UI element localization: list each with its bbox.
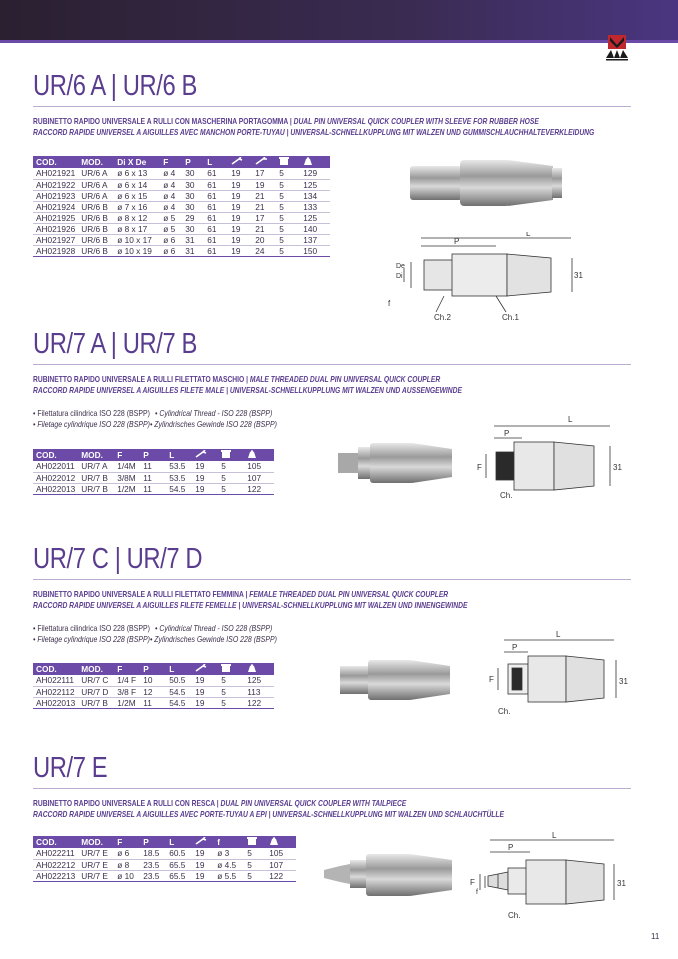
table-cell: UR/7 B: [78, 697, 114, 708]
table-cell: 12: [140, 686, 166, 697]
col-l: L: [166, 836, 192, 848]
table-cell: 5: [218, 697, 244, 708]
dim-label-31: 31: [574, 271, 583, 280]
table-cell: 5: [276, 168, 300, 179]
table-cell: UR/7 A: [78, 461, 114, 472]
dim-label-ch: Ch.: [508, 911, 521, 920]
table-cell: AH021921: [33, 168, 78, 179]
col-dixde: Di X De: [114, 156, 160, 168]
table-cell: 61: [204, 201, 228, 212]
table-cell: UR/7 B: [78, 472, 114, 483]
col-f: F: [160, 156, 182, 168]
wrench-icon: [192, 449, 218, 461]
description-fr-de: RACCORD RAPIDE UNIVERSEL A AIGUILLES AVEC PORTE-TUYAU A EPI | UNIVERSAL-SCHNELLKUPPLUNG MIT WALZEN UND SCHLAUCHTÜLLE: [33, 809, 504, 819]
table-cell: ø 6 x 14: [114, 179, 160, 190]
col-p: P: [140, 836, 166, 848]
table-cell: 53.5: [166, 472, 192, 483]
wrench-icon: [192, 663, 218, 675]
table-cell: 5: [276, 190, 300, 201]
table-cell: AH021923: [33, 190, 78, 201]
table-cell: 60.5: [166, 848, 192, 859]
top-banner: [0, 0, 678, 42]
table-cell: 107: [244, 472, 274, 483]
dim-label-p: P: [454, 237, 460, 246]
table-cell: 19: [228, 234, 252, 245]
table-cell: 19: [192, 472, 218, 483]
table-cell: 122: [244, 697, 274, 708]
section-title: UR/7 C | UR/7 D: [33, 543, 203, 575]
dim-label-de: De: [396, 263, 405, 270]
table-cell: 134: [300, 190, 330, 201]
table-cell: 19: [228, 223, 252, 234]
table-cell: AH022111: [33, 675, 78, 686]
table-cell: 5: [218, 686, 244, 697]
product-photo-ur6: [388, 152, 568, 217]
table-cell: 17: [252, 168, 276, 179]
table-cell: 19: [192, 483, 218, 494]
table-cell: 3/8 F: [114, 686, 140, 697]
table-cell: 21: [252, 190, 276, 201]
table-cell: 19: [228, 179, 252, 190]
wrench-icon: [228, 156, 252, 168]
table-cell: 31: [182, 245, 204, 256]
table-cell: 5: [218, 483, 244, 494]
table-cell: 105: [266, 848, 296, 859]
table-cell: UR/7 E: [78, 859, 114, 870]
col-p: P: [140, 663, 166, 675]
table-cell: AH021927: [33, 234, 78, 245]
table-cell: 53.5: [166, 461, 192, 472]
dim-label-l: L: [552, 832, 557, 840]
table-cell: 5: [276, 201, 300, 212]
table-row: [33, 697, 274, 708]
table-cell: ø 6: [160, 234, 182, 245]
table-cell: 31: [182, 234, 204, 245]
table-cell: 5: [218, 675, 244, 686]
description-en: DUAL PIN UNIVERSAL QUICK COUPLER WITH SLEEVE FOR RUBBER HOSE: [293, 117, 539, 126]
table-cell: UR/6 A: [78, 190, 114, 201]
table-ur7e: [33, 836, 296, 882]
col-l: L: [204, 156, 228, 168]
table-row: [33, 212, 330, 223]
table-cell: 30: [182, 223, 204, 234]
table-cell: AH021922: [33, 179, 78, 190]
table-cell: 11: [140, 472, 166, 483]
weight-icon: [244, 449, 274, 461]
description-fr-de: RACCORD RAPIDE UNIVERSEL A AIGUILLES AVEC MANCHON PORTE-TUYAU | UNIVERSAL-SCHNELLKUPPLUNG MIT WALZEN UND GUMMISCHLAUCHHALTEVERKLEIDUNG: [33, 127, 595, 137]
table-cell: 5: [244, 848, 266, 859]
page-number: 11: [651, 932, 660, 941]
table-cell: 3/8M: [114, 472, 140, 483]
table-cell: ø 3: [214, 848, 244, 859]
box-icon: [244, 836, 266, 848]
table-cell: ø 10: [114, 870, 140, 881]
col-cod: COD.: [33, 663, 78, 675]
table-cell: ø 4: [160, 168, 182, 179]
col-f: F: [114, 449, 140, 461]
table-cell: 122: [266, 870, 296, 881]
weight-icon: [300, 156, 330, 168]
table-cell: 30: [182, 201, 204, 212]
dim-label-31: 31: [617, 879, 626, 888]
table-cell: 61: [204, 179, 228, 190]
dim-label-f: F: [489, 675, 494, 684]
table-cell: 11: [140, 697, 166, 708]
table-cell: 105: [244, 461, 274, 472]
title-rule: [33, 106, 631, 107]
table-cell: 61: [204, 234, 228, 245]
wrench-icon-2: [252, 156, 276, 168]
table-cell: 5: [244, 859, 266, 870]
table-cell: UR/6 B: [78, 201, 114, 212]
table-cell: AH021924: [33, 201, 78, 212]
table-row: [33, 168, 330, 179]
table-cell: 19: [228, 212, 252, 223]
note-it: • Filettatura cilindrica ISO 228 (BSPP): [33, 409, 150, 418]
table-cell: UR/6 B: [78, 223, 114, 234]
dim-label-f: F: [477, 463, 482, 472]
section-description: [33, 375, 525, 396]
table-cell: ø 6: [160, 245, 182, 256]
table-cell: 125: [244, 675, 274, 686]
table-cell: 50.5: [166, 675, 192, 686]
table-cell: 19: [192, 461, 218, 472]
technical-drawing-ur7ab: [474, 412, 624, 509]
dim-label-p: P: [512, 643, 518, 652]
description-en: DUAL PIN UNIVERSAL QUICK COUPLER WITH TAILPIECE: [220, 799, 407, 808]
table-cell: UR/6 B: [78, 212, 114, 223]
col-cod: COD.: [33, 836, 78, 848]
table-cell: AH022211: [33, 848, 78, 859]
table-cell: 54.5: [166, 483, 192, 494]
table-row: [33, 675, 274, 686]
table-cell: ø 6 x 15: [114, 190, 160, 201]
table-row: [33, 461, 274, 472]
col-l: L: [166, 663, 192, 675]
table-cell: 65.5: [166, 859, 192, 870]
table-row: [33, 179, 330, 190]
section-description: [33, 799, 525, 820]
description-fr-de: RACCORD RAPIDE UNIVERSEL A AIGUILLES FILETE FEMELLE | UNIVERSAL-SCHNELLKUPPLUNG MIT WALZEN UND INNENGEWINDE: [33, 600, 468, 610]
table-cell: ø 6 x 13: [114, 168, 160, 179]
table-cell: ø 5: [160, 223, 182, 234]
table-cell: 1/2M: [114, 483, 140, 494]
col-p: P: [182, 156, 204, 168]
table-cell: UR/7 E: [78, 848, 114, 859]
section-description: [33, 590, 525, 611]
table-cell: 17: [252, 212, 276, 223]
table-cell: ø 5: [160, 212, 182, 223]
table-cell: 19: [192, 870, 214, 881]
table-cell: ø 8 x 12: [114, 212, 160, 223]
title-rule: [33, 788, 631, 789]
table-cell: 21: [252, 201, 276, 212]
table-cell: ø 4: [160, 179, 182, 190]
description-en: FEMALE THREADED DUAL PIN UNIVERSAL QUICK COUPLER: [249, 590, 449, 599]
col-f: F: [114, 836, 140, 848]
table-cell: AH021928: [33, 245, 78, 256]
box-icon: [218, 663, 244, 675]
table-cell: 125: [300, 179, 330, 190]
table-cell: ø 10 x 19: [114, 245, 160, 256]
note-en: • Cylindrical Thread - ISO 228 (BSPP): [155, 624, 273, 633]
note-fr: • Filetage cylindrique ISO 228 (BSPP): [33, 420, 150, 429]
table-cell: UR/7 D: [78, 686, 114, 697]
table-cell: 10: [140, 675, 166, 686]
section-description: [33, 117, 595, 138]
table-row: [33, 870, 296, 881]
table-cell: ø 10 x 17: [114, 234, 160, 245]
table-cell: 20: [252, 234, 276, 245]
table-cell: 23.5: [140, 870, 166, 881]
table-cell: 19: [228, 201, 252, 212]
table-cell: 19: [192, 697, 218, 708]
table-cell: UR/6 A: [78, 179, 114, 190]
table-row: [33, 848, 296, 859]
table-cell: 107: [266, 859, 296, 870]
table-cell: 140: [300, 223, 330, 234]
table-cell: 150: [300, 245, 330, 256]
table-cell: 19: [252, 179, 276, 190]
thread-notes: [33, 623, 543, 645]
table-cell: 137: [300, 234, 330, 245]
table-cell: 5: [276, 223, 300, 234]
note-fr: • Filetage cylindrique ISO 228 (BSPP): [33, 635, 150, 644]
table-cell: 61: [204, 212, 228, 223]
section-ur6: [33, 70, 633, 138]
description-it: RUBINETTO RAPIDO UNIVERSALE A RULLI FILETTATO FEMMINA |: [33, 590, 250, 599]
table-cell: 19: [192, 859, 214, 870]
table-cell: AH022013: [33, 697, 78, 708]
table-cell: 5: [276, 234, 300, 245]
note-de: • Zylindrisches Gewinde ISO 228 (BSPP): [149, 635, 277, 644]
description-it: RUBINETTO RAPIDO UNIVERSALE A RULLI CON RESCA |: [33, 799, 221, 808]
table-cell: AH022213: [33, 870, 78, 881]
section-title: UR/7 E: [33, 752, 108, 784]
table-cell: 19: [192, 848, 214, 859]
table-cell: ø 8: [114, 859, 140, 870]
table-cell: ø 4: [160, 201, 182, 212]
table-cell: UR/7 B: [78, 483, 114, 494]
note-de: • Zylindrisches Gewinde ISO 228 (BSPP): [149, 420, 277, 429]
table-cell: AH022212: [33, 859, 78, 870]
description-fr-de: RACCORD RAPIDE UNIVERSEL A AIGUILLES FILETE MALE | UNIVERSAL-SCHNELLKUPPLUNG MIT WALZEN UND AUSSENGEWINDE: [33, 385, 462, 395]
table-cell: 133: [300, 201, 330, 212]
table-cell: 19: [192, 675, 218, 686]
description-it: RUBINETTO RAPIDO UNIVERSALE A RULLI FILETTATO MASCHIO |: [33, 375, 250, 384]
technical-drawing-ur7e: [468, 832, 628, 929]
title-rule: [33, 364, 631, 365]
table-cell: 61: [204, 190, 228, 201]
col-f: F: [114, 663, 140, 675]
table-cell: ø 6: [114, 848, 140, 859]
col-mod: MOD.: [78, 156, 114, 168]
section-title: UR/7 A | UR/7 B: [33, 328, 197, 360]
table-row: [33, 234, 330, 245]
description-it: RUBINETTO RAPIDO UNIVERSALE A RULLI CON MASCHERINA PORTAGOMMA |: [33, 117, 294, 126]
dim-label-l: L: [568, 415, 573, 424]
col-p: P: [140, 449, 166, 461]
table-cell: 11: [140, 461, 166, 472]
table-cell: AH021925: [33, 212, 78, 223]
dim-label-p: P: [508, 843, 514, 852]
product-photo-ur7e: [318, 844, 468, 909]
table-row: [33, 223, 330, 234]
table-cell: 129: [300, 168, 330, 179]
section-title: UR/6 A | UR/6 B: [33, 70, 197, 102]
table-cell: 30: [182, 190, 204, 201]
table-row: [33, 190, 330, 201]
table-cell: 113: [244, 686, 274, 697]
dim-label-31: 31: [613, 463, 622, 472]
title-rule: [33, 579, 631, 580]
dim-label-l: L: [526, 232, 531, 238]
table-cell: 1/4M: [114, 461, 140, 472]
description-en: MALE THREADED DUAL PIN UNIVERSAL QUICK COUPLER: [249, 375, 441, 384]
table-cell: UR/6 B: [78, 234, 114, 245]
table-cell: ø 7 x 16: [114, 201, 160, 212]
table-cell: ø 4: [160, 190, 182, 201]
table-ur6: [33, 156, 330, 257]
table-cell: UR/6 B: [78, 245, 114, 256]
table-cell: 54.5: [166, 686, 192, 697]
table-cell: AH022013: [33, 483, 78, 494]
table-cell: 30: [182, 179, 204, 190]
dim-label-ch1: Ch.1: [502, 313, 519, 322]
weight-icon: [266, 836, 296, 848]
table-cell: 19: [228, 168, 252, 179]
table-ur7ab: [33, 449, 274, 495]
dim-label-f: F: [470, 878, 475, 887]
table-cell: 61: [204, 245, 228, 256]
dim-label-f: f: [388, 299, 391, 308]
table-row: [33, 201, 330, 212]
table-cell: AH022012: [33, 472, 78, 483]
box-icon: [276, 156, 300, 168]
table-row: [33, 245, 330, 256]
dim-label-ch: Ch.: [500, 491, 513, 500]
table-cell: 5: [218, 461, 244, 472]
table-cell: 65.5: [166, 870, 192, 881]
table-cell: UR/7 C: [78, 675, 114, 686]
wrench-icon: [192, 836, 214, 848]
weight-icon: [244, 663, 274, 675]
table-cell: 30: [182, 168, 204, 179]
table-cell: UR/7 E: [78, 870, 114, 881]
product-photo-ur7ab: [334, 433, 464, 498]
table-cell: 1/4 F: [114, 675, 140, 686]
table-row: [33, 483, 274, 494]
dim-label-ch: Ch.: [498, 707, 511, 716]
table-cell: 29: [182, 212, 204, 223]
table-row: [33, 859, 296, 870]
table-cell: 18.5: [140, 848, 166, 859]
table-cell: 19: [228, 190, 252, 201]
dim-label-l: L: [556, 630, 561, 639]
table-cell: ø 8 x 17: [114, 223, 160, 234]
col-l: L: [166, 449, 192, 461]
table-cell: ø 4.5: [214, 859, 244, 870]
col-cod: COD.: [33, 449, 78, 461]
table-cell: ø 5.5: [214, 870, 244, 881]
table-cell: 61: [204, 168, 228, 179]
col-mod: MOD.: [78, 449, 114, 461]
table-cell: 122: [244, 483, 274, 494]
table-cell: AH021926: [33, 223, 78, 234]
table-cell: 61: [204, 223, 228, 234]
table-cell: AH022112: [33, 686, 78, 697]
table-cell: 21: [252, 223, 276, 234]
col-cod: COD.: [33, 156, 78, 168]
table-cell: 19: [192, 686, 218, 697]
table-cell: 11: [140, 483, 166, 494]
table-row: [33, 472, 274, 483]
table-ur7cd: [33, 663, 274, 709]
table-cell: 125: [300, 212, 330, 223]
technical-drawing-ur7cd: [486, 628, 631, 725]
table-row: [33, 686, 274, 697]
thread-notes: [33, 408, 543, 430]
section-ur7e: [33, 752, 633, 820]
dim-label-ch2: Ch.2: [434, 313, 451, 322]
table-cell: 24: [252, 245, 276, 256]
table-cell: 54.5: [166, 697, 192, 708]
table-cell: AH022011: [33, 461, 78, 472]
box-icon: [218, 449, 244, 461]
col-f-small: f: [214, 836, 244, 848]
technical-drawing-ur6: [386, 232, 586, 327]
note-it: • Filettatura cilindrica ISO 228 (BSPP): [33, 624, 150, 633]
table-cell: 5: [276, 212, 300, 223]
dim-label-31: 31: [619, 677, 628, 686]
col-mod: MOD.: [78, 836, 114, 848]
col-mod: MOD.: [78, 663, 114, 675]
brand-logo: [602, 33, 632, 63]
table-cell: 5: [276, 245, 300, 256]
table-cell: 23.5: [140, 859, 166, 870]
top-banner-rule: [0, 40, 678, 43]
table-cell: 5: [276, 179, 300, 190]
dim-label-f-small: f: [476, 889, 478, 896]
table-cell: UR/6 A: [78, 168, 114, 179]
table-cell: 5: [218, 472, 244, 483]
table-cell: 19: [228, 245, 252, 256]
note-en: • Cylindrical Thread - ISO 228 (BSPP): [155, 409, 273, 418]
product-photo-ur7cd: [334, 650, 464, 715]
table-cell: 1/2M: [114, 697, 140, 708]
table-cell: 5: [244, 870, 266, 881]
dim-label-p: P: [504, 429, 510, 438]
dim-label-di: Di: [396, 273, 403, 280]
